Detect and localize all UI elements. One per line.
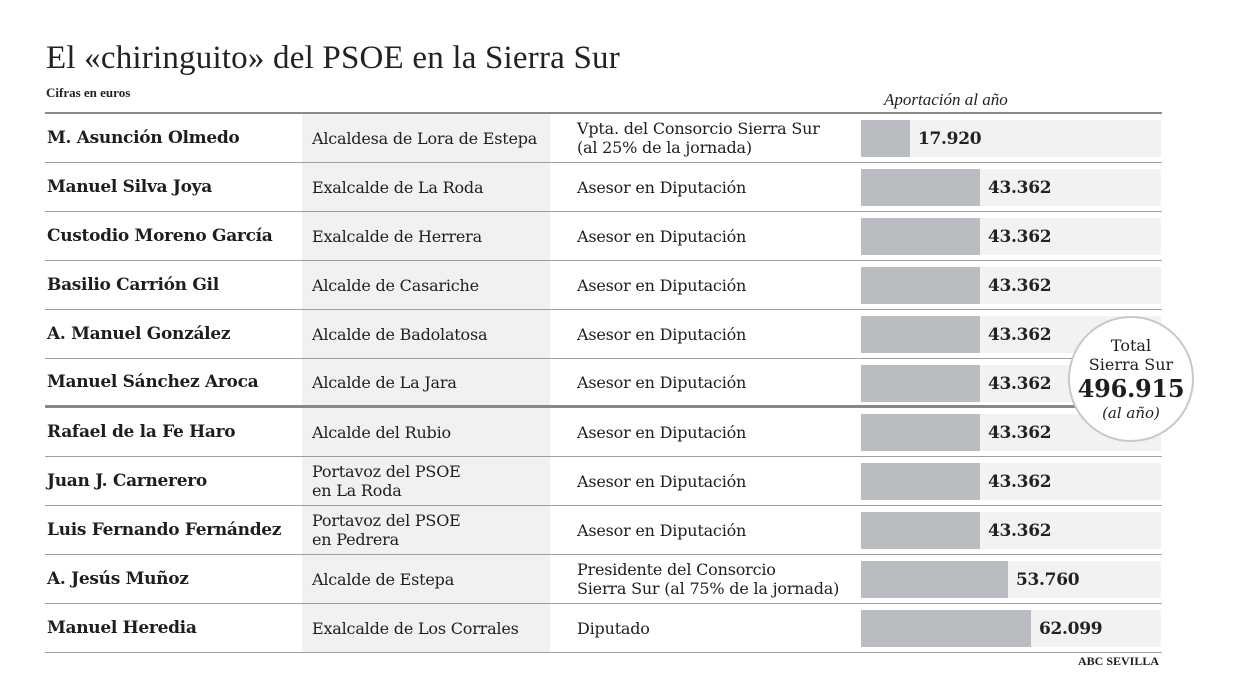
- row-name: Manuel Heredia: [47, 618, 197, 638]
- table-row: [45, 212, 1162, 261]
- value-label: 62.099: [1039, 618, 1103, 639]
- row-cargo: Portavoz del PSOE en La Roda: [302, 457, 550, 505]
- row-cargo: Alcaldesa de Lora de Estepa: [302, 114, 550, 162]
- value-label: 43.362: [988, 422, 1052, 443]
- source-credit: ABC SEVILLA: [1078, 654, 1160, 668]
- table-row: [45, 261, 1162, 310]
- value-bar: [861, 365, 980, 402]
- row-name: M. Asunción Olmedo: [47, 128, 240, 148]
- row-puesto: Diputado: [577, 618, 650, 638]
- row-puesto: Asesor en Diputación: [577, 275, 747, 295]
- value-bar: [861, 414, 980, 451]
- row-name: Luis Fernando Fernández: [47, 520, 282, 540]
- row-puesto: Vpta. del Consorcio Sierra Sur (al 25% de la jornada): [577, 119, 820, 157]
- row-cargo: Exalcalde de La Roda: [302, 163, 550, 211]
- chart-title: El «chiringuito» del PSOE en la Sierra Sur: [46, 40, 620, 76]
- bar-cell: [861, 457, 1162, 505]
- row-puesto: Asesor en Diputación: [577, 422, 747, 442]
- bar-cell: [861, 261, 1162, 309]
- table-row: [45, 408, 1162, 457]
- bar-cell: [861, 506, 1162, 554]
- row-name: Basilio Carrión Gil: [47, 275, 219, 295]
- chart-subtitle: Cifras en euros: [46, 85, 131, 100]
- table-row: [45, 506, 1162, 555]
- value-bar: [861, 169, 980, 206]
- value-label: 43.362: [988, 226, 1052, 247]
- row-cargo: Alcalde de Badolatosa: [302, 310, 550, 358]
- value-label: 43.362: [988, 471, 1052, 492]
- row-cargo: Alcalde de La Jara: [302, 359, 550, 405]
- value-bar: [861, 463, 980, 500]
- row-puesto: Presidente del Consorcio Sierra Sur (al 75% de la jornada): [577, 560, 840, 598]
- value-bar: [861, 316, 980, 353]
- total-note: (al año): [1102, 404, 1160, 422]
- value-label: 43.362: [988, 275, 1052, 296]
- total-label: Total: [1110, 336, 1152, 355]
- data-table: [45, 112, 1162, 653]
- row-cargo: Portavoz del PSOE en Pedrera: [302, 506, 550, 554]
- row-cargo: Exalcalde de Los Corrales: [302, 604, 550, 652]
- bar-cell: [861, 555, 1162, 603]
- value-label: 43.362: [988, 373, 1052, 394]
- row-puesto: Asesor en Diputación: [577, 324, 747, 344]
- row-puesto: Asesor en Diputación: [577, 520, 747, 540]
- row-name: Manuel Silva Joya: [47, 177, 212, 197]
- row-puesto: Asesor en Diputación: [577, 226, 747, 246]
- table-row: [45, 310, 1162, 359]
- row-puesto: Asesor en Diputación: [577, 372, 747, 392]
- bar-cell: [861, 163, 1162, 211]
- value-label: 17.920: [918, 128, 982, 149]
- value-label: 43.362: [988, 520, 1052, 541]
- row-name: Custodio Moreno García: [47, 226, 273, 246]
- table-row: [45, 359, 1162, 408]
- row-cargo: Exalcalde de Herrera: [302, 212, 550, 260]
- row-name: Rafael de la Fe Haro: [47, 422, 236, 442]
- value-label: 43.362: [988, 177, 1052, 198]
- value-bar: [861, 218, 980, 255]
- value-bar: [861, 120, 910, 157]
- row-cargo: Alcalde del Rubio: [302, 408, 550, 456]
- row-puesto: Asesor en Diputación: [577, 177, 747, 197]
- row-name: A. Manuel González: [47, 324, 231, 344]
- row-name: Juan J. Carnerero: [47, 471, 207, 491]
- table-row: [45, 114, 1162, 163]
- value-bar: [861, 610, 1031, 647]
- bar-cell: [861, 604, 1162, 652]
- row-puesto: Asesor en Diputación: [577, 471, 747, 491]
- table-row: [45, 604, 1162, 653]
- total-value: 496.915: [1077, 374, 1185, 403]
- total-region-label: Sierra Sur: [1088, 355, 1174, 374]
- value-label: 43.362: [988, 324, 1052, 345]
- table-row: [45, 163, 1162, 212]
- row-cargo: Alcalde de Casariche: [302, 261, 550, 309]
- value-bar: [861, 267, 980, 304]
- value-label: 53.760: [1016, 569, 1080, 590]
- value-bar: [861, 512, 980, 549]
- value-column-header: Aportación al año: [884, 90, 1008, 109]
- row-name: Manuel Sánchez Aroca: [47, 372, 259, 392]
- total-callout: [1068, 316, 1194, 442]
- row-name: A. Jesús Muñoz: [47, 569, 189, 589]
- row-cargo: Alcalde de Estepa: [302, 555, 550, 603]
- bar-cell: [861, 212, 1162, 260]
- table-row: [45, 457, 1162, 506]
- value-bar: [861, 561, 1008, 598]
- table-row: [45, 555, 1162, 604]
- bar-cell: [861, 114, 1162, 162]
